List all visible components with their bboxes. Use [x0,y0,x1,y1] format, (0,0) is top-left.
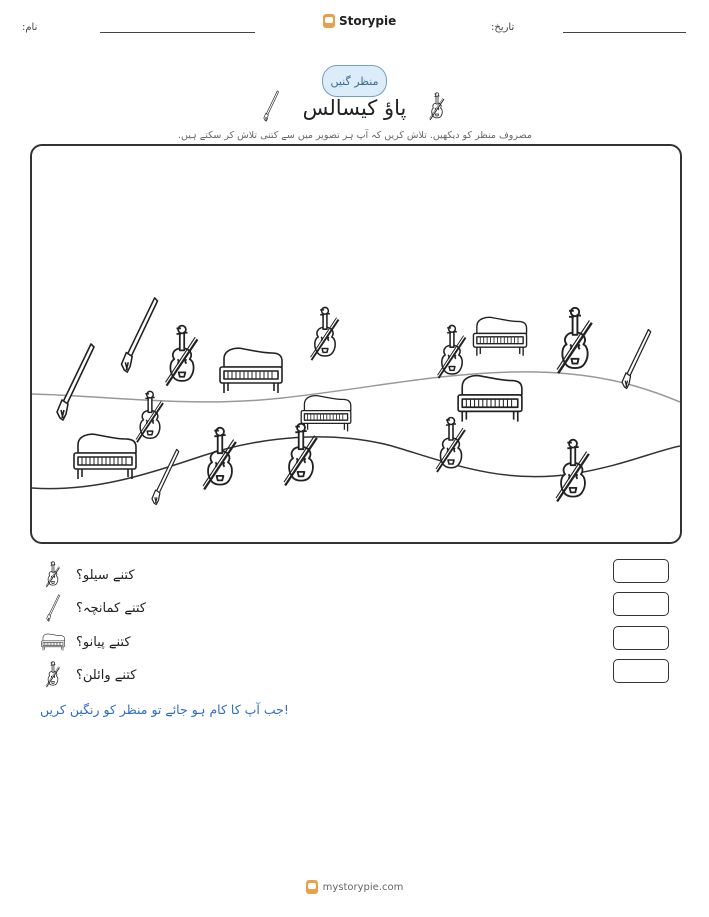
instructions: مصروف منظر کو دیکھیں. تلاش کریں کہ آپ ہر تصویر میں سے کتنی تلاش کر سکتے ہیں. [178,130,532,141]
answer-box-bow[interactable] [613,592,669,616]
question-bow [40,594,340,622]
question-text: کتنے کمانچہ؟ [76,600,146,616]
answer-box-violin[interactable] [613,659,669,683]
scene-piano [473,317,526,355]
scene-piano [220,348,282,393]
scene-violin [438,325,466,378]
question-piano [40,628,340,656]
storypie-logo-icon [323,14,335,28]
scene-violin [166,326,198,386]
logo-text: Storypie [339,14,397,28]
scene-piano [301,396,351,432]
storypie-footer-icon [306,880,318,894]
question-cello [40,561,340,589]
bow-icon [40,594,66,622]
scene-bow [622,330,651,389]
scene-violin [311,307,339,360]
scene-violin [556,440,589,502]
scene-bow [121,298,157,372]
storypie-logo [323,14,396,28]
color-instruction: جب آپ کا کام ہو جائے تو منظر کو رنگین کریں! [40,702,289,717]
scene-violin [436,418,465,473]
question-text: کتنے وائلن؟ [76,667,137,683]
footer-url[interactable]: mystorypie.com [322,881,404,893]
scene-violin [557,308,592,373]
question-violin [40,661,340,689]
answer-box-cello[interactable] [613,559,669,583]
footer [0,880,709,894]
question-text: کتنے سیلو؟ [76,567,135,583]
scene-piano [74,434,136,479]
scene-illustration [32,146,680,542]
count-scene-badge: منظر گنیں [322,65,387,97]
scene-piano [458,376,522,422]
scene-violin [203,428,236,490]
question-text: کتنے پیانو؟ [76,634,131,650]
date-label: تاریخ: [491,22,515,33]
cello-icon [40,561,66,589]
scene-bow [57,344,94,420]
name-line[interactable] [100,32,255,33]
name-label: نام: [22,22,38,33]
violin-icon [40,661,66,689]
scene-bow [152,449,179,504]
answer-box-piano[interactable] [613,626,669,650]
bow-icon [258,90,284,122]
busy-scene [30,144,682,544]
violin-icon [424,92,450,122]
date-line[interactable] [563,32,686,33]
piano-icon [40,631,66,653]
page-title: پاؤ کیسالس [302,96,407,120]
scene-violin [284,424,317,486]
